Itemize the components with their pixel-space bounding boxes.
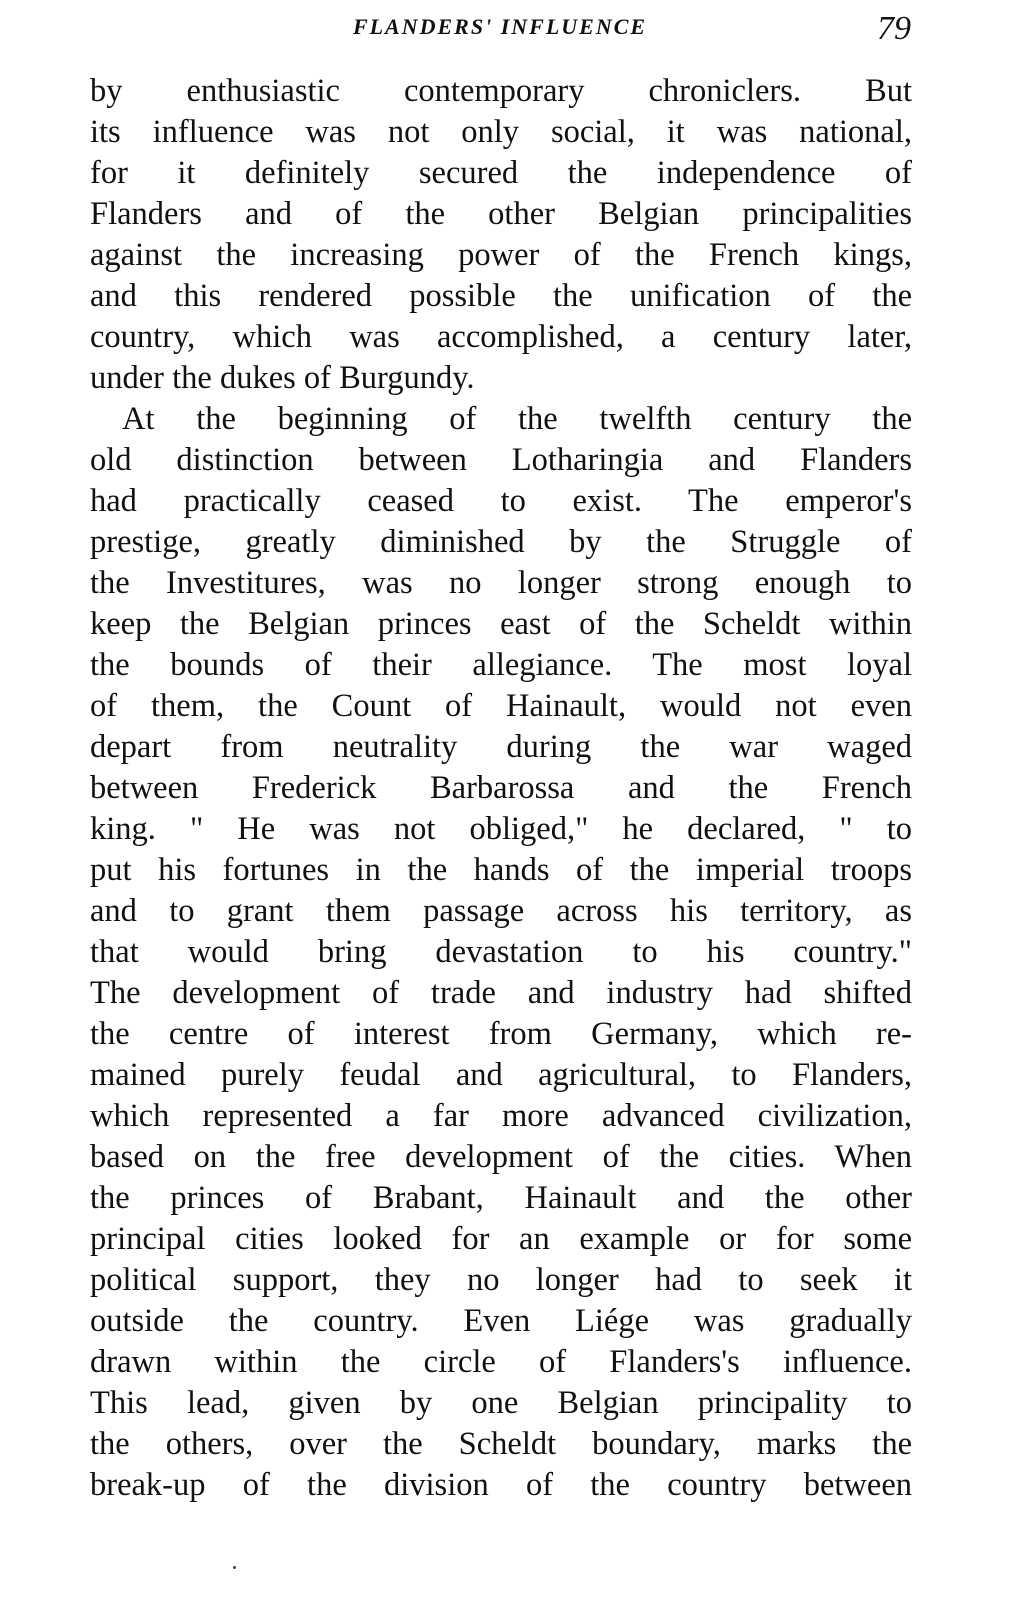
text-line: and to grant them passage across his territory, as <box>90 893 912 929</box>
text-line: the others, over the Scheldt boundary, marks the <box>90 1426 912 1462</box>
text-line: mained purely feudal and agricultural, to Flanders, <box>90 1057 912 1093</box>
text-line: old distinction between Lotharingia and Flanders <box>90 442 912 478</box>
text-line: by enthusiastic contemporary chroniclers. But <box>90 73 912 109</box>
text-line: At the beginning of the twelfth century the <box>122 401 912 437</box>
body-text <box>90 71 912 1506</box>
text-line: which represented a far more advanced civilization, <box>90 1098 912 1134</box>
text-line: keep the Belgian princes east of the Scheldt within <box>90 606 912 642</box>
text-line: based on the free development of the cities. When <box>90 1139 912 1175</box>
text-line: country, which was accomplished, a century later, <box>90 319 912 355</box>
print-speck <box>233 1566 236 1569</box>
text-line: break-up of the division of the country between <box>90 1467 912 1503</box>
text-line: the bounds of their allegiance. The most loyal <box>90 647 912 683</box>
text-line: its influence was not only social, it was national, <box>90 114 912 150</box>
text-line: and this rendered possible the unification of the <box>90 278 912 314</box>
page-number: 79 <box>877 10 911 47</box>
text-line: put his fortunes in the hands of the imperial troops <box>90 852 912 888</box>
text-line: the centre of interest from Germany, which re- <box>90 1016 912 1052</box>
text-line: the Investitures, was no longer strong enough to <box>90 565 912 601</box>
text-line: the princes of Brabant, Hainault and the other <box>90 1180 912 1216</box>
text-line: principal cities looked for an example or for some <box>90 1221 912 1257</box>
text-line: for it definitely secured the independence of <box>90 155 912 191</box>
text-line: outside the country. Even Liége was gradually <box>90 1303 912 1339</box>
text-line: drawn within the circle of Flanders's influence. <box>90 1344 912 1380</box>
text-line: of them, the Count of Hainault, would not even <box>90 688 912 724</box>
text-line: The development of trade and industry had shifted <box>90 975 912 1011</box>
running-head: FLANDERS' INFLUENCE <box>352 14 648 39</box>
text-line: depart from neutrality during the war waged <box>90 729 912 765</box>
text-line: political support, they no longer had to seek it <box>90 1262 912 1298</box>
text-line: had practically ceased to exist. The emperor's <box>90 483 912 519</box>
text-line: under the dukes of Burgundy. <box>90 360 475 396</box>
text-line: between Frederick Barbarossa and the French <box>90 770 912 806</box>
text-line: Flanders and of the other Belgian principalities <box>90 196 912 232</box>
text-line: against the increasing power of the French kings, <box>90 237 912 273</box>
text-line: that would bring devastation to his country." <box>90 934 912 970</box>
text-line: This lead, given by one Belgian principality to <box>90 1385 912 1421</box>
text-line: prestige, greatly diminished by the Struggle of <box>90 524 912 560</box>
text-line: king. " He was not obliged," he declared, " to <box>90 811 912 847</box>
